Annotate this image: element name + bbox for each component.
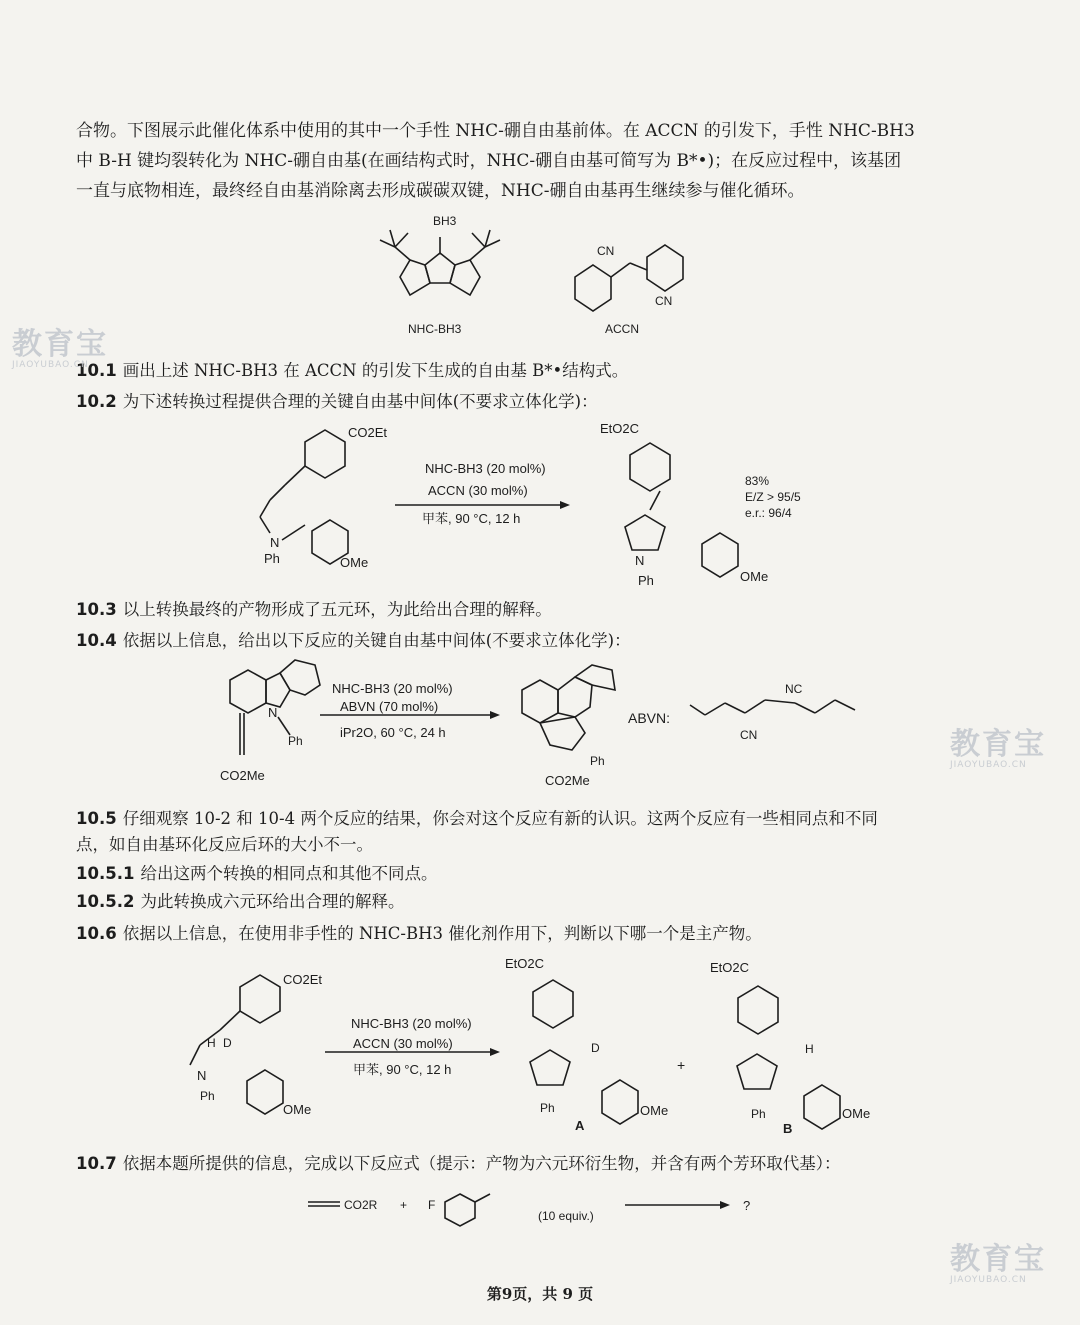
ph-label: Ph xyxy=(288,734,303,748)
question-10-5-1 xyxy=(76,862,1006,886)
question-text: 仔细观察 10-2 和 10-4 两个反应的结果，你会对这个反应有新的认识。这两个反应有一些相同点和不同 xyxy=(122,809,878,828)
abvn-cn: CN xyxy=(740,728,758,742)
cond-2: ACCN (30 mol%) xyxy=(353,1036,453,1051)
bh3-label: BH3 xyxy=(433,214,457,228)
ome-label: OMe xyxy=(283,1102,312,1117)
ome-label-product: OMe xyxy=(740,569,769,584)
question-number: 10.5.2 xyxy=(76,892,135,911)
eto2c-b: EtO2C xyxy=(710,960,750,975)
nhc-bh3-label: NHC-BH3 xyxy=(408,322,462,336)
intro-line-1: 合物。下图展示此催化体系中使用的其中一个手性 NHC-硼自由基前体。在 ACCN 的引发下，手性 NHC-BH3 xyxy=(76,121,915,141)
eto2c-a: EtO2C xyxy=(505,956,545,971)
er-label: e.r.: 96/4 xyxy=(745,506,792,520)
reaction-10-4 xyxy=(200,655,880,795)
page-footer: 第9页，共 9 页 xyxy=(486,1285,594,1303)
question-10-1 xyxy=(76,359,1006,383)
ph-a: Ph xyxy=(540,1101,555,1115)
n-label: N xyxy=(197,1068,207,1083)
reaction-10-7 xyxy=(300,1190,780,1230)
question-10-3 xyxy=(76,598,1006,622)
question-10-5-cont xyxy=(76,833,1006,857)
accn-structure xyxy=(555,225,715,340)
cond-3: 甲苯, 90 °C, 12 h xyxy=(353,1062,452,1077)
n-label: N xyxy=(268,705,278,720)
question-10-5-2 xyxy=(76,890,1006,914)
question-text: 以上转换最终的产物形成了五元环，为此给出合理的解释。 xyxy=(122,600,552,619)
question-number: 10.1 xyxy=(76,361,117,380)
ph-label: Ph xyxy=(200,1089,215,1103)
question-text: 为下述转换过程提供合理的关键自由基中间体(不要求立体化学)： xyxy=(122,392,598,411)
cond-1: NHC-BH3 (20 mol%) xyxy=(351,1016,472,1031)
nhc-bh3-structure xyxy=(370,215,510,340)
question-text: 点，如自由基环化反应后环的大小不一。 xyxy=(76,835,373,854)
ome-label: OMe xyxy=(340,555,369,570)
question-number: 10.7 xyxy=(76,1154,117,1173)
question-text: 依据以上信息，给出以下反应的关键自由基中间体(不要求立体化学)： xyxy=(122,631,631,650)
ez-label: E/Z > 95/5 xyxy=(745,490,801,504)
question-10-4 xyxy=(76,629,1006,653)
cond-2: ACCN (30 mol%) xyxy=(428,483,528,498)
h-label: H xyxy=(207,1036,216,1050)
co2et-label: CO2Et xyxy=(283,972,323,987)
co2r-label: CO2R xyxy=(344,1198,378,1212)
cond-2: ABVN (70 mol%) xyxy=(340,699,439,714)
label-a: A xyxy=(575,1118,585,1133)
question-10-2 xyxy=(76,390,1006,414)
ph-label-product: Ph xyxy=(638,573,654,588)
cond-1: NHC-BH3 (20 mol%) xyxy=(425,461,546,476)
ome-a: OMe xyxy=(640,1103,669,1118)
question-text: 为此转换成六元环给出合理的解释。 xyxy=(140,892,405,911)
intro-line-3: 一直与底物相连，最终经自由基消除离去形成碳碳双键，NHC-硼自由基再生继续参与催化循环。 xyxy=(76,181,805,201)
plus: + xyxy=(400,1198,408,1212)
product-unknown: ? xyxy=(743,1198,751,1213)
abvn-label: ABVN: xyxy=(628,710,671,726)
co2me-label-product: CO2Me xyxy=(545,773,590,788)
accn-label: ACCN xyxy=(605,322,640,336)
question-text: 给出这两个转换的相同点和其他不同点。 xyxy=(140,864,438,883)
plus: + xyxy=(677,1057,686,1073)
ph-label-product: Ph xyxy=(590,754,605,768)
label-b: B xyxy=(783,1121,793,1136)
question-text: 画出上述 NHC-BH3 在 ACCN 的引发下生成的自由基 B*•结构式。 xyxy=(122,361,629,380)
accn-cn-1: CN xyxy=(597,244,615,258)
yield-label: 83% xyxy=(745,474,770,488)
reaction-10-2 xyxy=(230,415,830,595)
question-number: 10.4 xyxy=(76,631,117,650)
f-label: F xyxy=(428,1198,436,1212)
cond-3: iPr2O, 60 °C, 24 h xyxy=(340,725,446,740)
reaction-10-6 xyxy=(165,950,905,1135)
accn-cn-2: CN xyxy=(655,294,673,308)
question-number: 10.3 xyxy=(76,600,117,619)
question-10-7 xyxy=(76,1152,1006,1176)
ph-b: Ph xyxy=(751,1107,766,1121)
question-text: 依据本题所提供的信息，完成以下反应式（提示：产物为六元环衍生物，并含有两个芳环取代基）： xyxy=(122,1154,841,1173)
ph-label: Ph xyxy=(264,551,280,566)
watermark-logo: 教育宝 JIAOYUBAO.CN xyxy=(950,727,1046,770)
n-label-product: N xyxy=(635,553,645,568)
co2et-label: CO2Et xyxy=(348,425,388,440)
cond-1: NHC-BH3 (20 mol%) xyxy=(332,681,453,696)
abvn-nc: NC xyxy=(785,682,803,696)
co2me-label: CO2Me xyxy=(220,768,265,783)
question-number: 10.5 xyxy=(76,809,117,828)
n-label: N xyxy=(270,535,280,550)
d-label-a: D xyxy=(591,1041,600,1055)
intro-line-2: 中 B-H 键均裂转化为 NHC-硼自由基(在画结构式时，NHC-硼自由基可简写为 B*•)；在反应过程中，该基团 xyxy=(76,151,902,171)
equiv-label: (10 equiv.) xyxy=(538,1209,594,1223)
watermark-logo: 教育宝 JIAOYUBAO.CN xyxy=(12,327,108,370)
question-10-6 xyxy=(76,922,1006,946)
watermark-logo: 教育宝 JIAOYUBAO.CN xyxy=(950,1242,1046,1285)
question-number: 10.5.1 xyxy=(76,864,135,883)
question-10-5 xyxy=(76,807,1006,831)
question-text: 依据以上信息，在使用非手性的 NHC-BH3 催化剂作用下，判断以下哪一个是主产物。 xyxy=(122,924,762,943)
ome-b: OMe xyxy=(842,1106,871,1121)
eto2c-label: EtO2C xyxy=(600,421,640,436)
cond-3: 甲苯, 90 °C, 12 h xyxy=(422,511,521,526)
question-number: 10.6 xyxy=(76,924,117,943)
d-label: D xyxy=(223,1036,232,1050)
question-number: 10.2 xyxy=(76,392,117,411)
h-label-b: H xyxy=(805,1042,814,1056)
